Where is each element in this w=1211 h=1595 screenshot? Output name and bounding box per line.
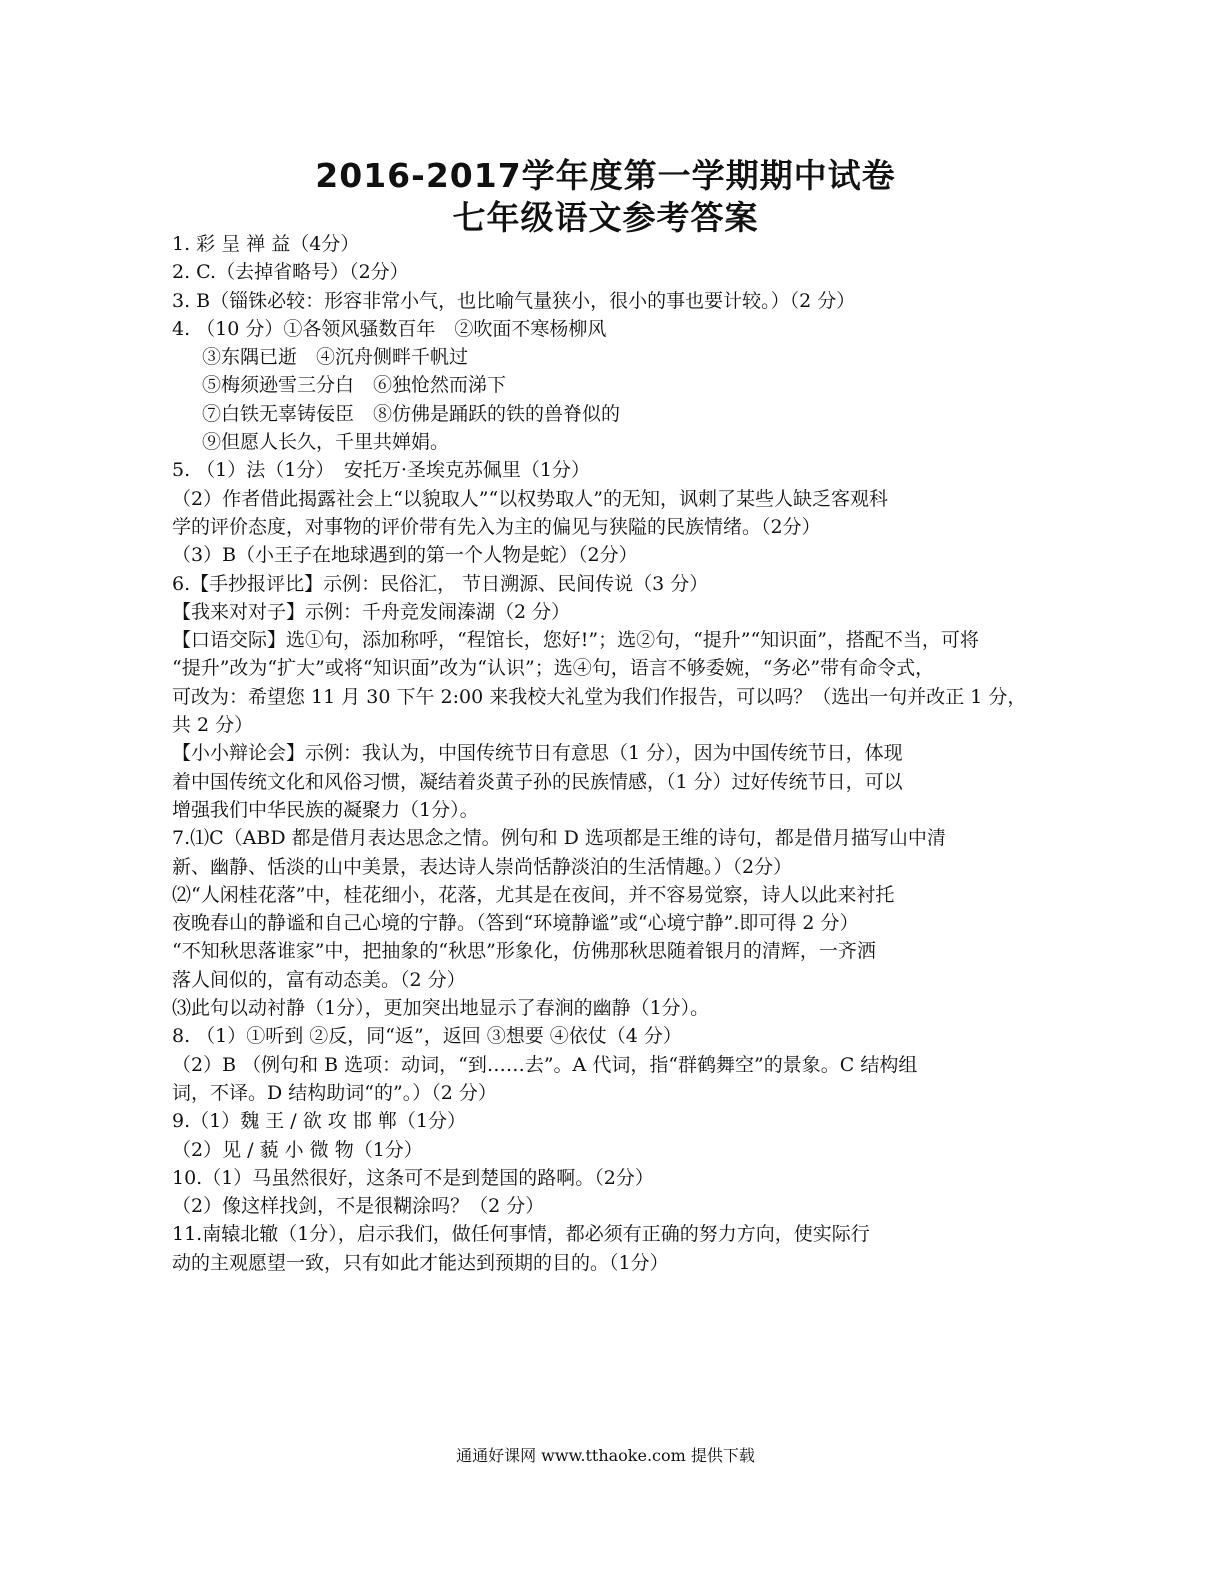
answer-line: 【口语交际】选①句，添加称呼，“程馆长，您好!”；选②句，“提升”“知识面”，搭配不当，可将 [172, 629, 979, 652]
answer-line: 8. （1）①听到 ②反，同“返”，返回 ③想要 ④依仗（4 分） [172, 1025, 682, 1048]
answer-line: 夜晚春山的静谧和自己心境的宁静。（答到“环境静谧”或“心境宁静”.即可得 2 分） [172, 912, 859, 935]
answer-line: 2. C.（去掉省略号）（2分） [172, 261, 409, 284]
answer-line: （2）B （例句和 B 选项：动词，“到……去”。A 代词，指“群鹤舞空”的景象。C 结构组 [172, 1053, 918, 1076]
answer-line: ⑤梅须逊雪三分白 ⑥独怆然而涕下 [202, 374, 507, 397]
answer-line: ⑨但愿人长久，千里共婵娟。 [202, 431, 450, 454]
answer-line: ⑶此句以动衬静（1分），更加突出地显示了春涧的幽静（1分）。 [172, 997, 710, 1020]
answer-line: 可改为：希望您 11 月 30 下午 2:00 来我校大礼堂为我们作报告，可以吗？（选出一句并改正 1 分， [172, 685, 1027, 708]
answer-line: 11.南辕北辙（1分），启示我们，做任何事情，都必须有正确的努力方向，使实际行 [172, 1223, 870, 1246]
answer-line: ③东隅已逝 ④沉舟侧畔千帆过 [202, 346, 469, 369]
answer-line: 3. B（锱铢必较：形容非常小气，也比喻气量狭小，很小的事也要计较。）（2 分） [172, 289, 856, 312]
answer-line: 5. （1）法（1分） 安托万·圣埃克苏佩里（1分） [172, 459, 590, 482]
answer-line: ⑦白铁无辜铸佞臣 ⑧仿佛是踊跃的铁的兽脊似的 [202, 402, 621, 425]
answer-line: “提升”改为“扩大”或将“知识面”改为“认识”；选④句，语言不够委婉，“务必”带有命令式， [172, 657, 935, 680]
answer-line: 词，不译。D 结构助词“的”。）（2 分） [172, 1081, 497, 1104]
answer-line: （2）作者借此揭露社会上“以貌取人”“以权势取人”的无知，讽刺了某些人缺乏客观科 [172, 487, 888, 510]
document-title: 2016-2017学年度第一学期期中试卷 [315, 156, 896, 195]
document-subtitle: 七年级语文参考答案 [452, 198, 759, 237]
answer-line: 10.（1）马虽然很好，这条可不是到楚国的路啊。（2分） [172, 1166, 654, 1189]
answer-line: “不知秋思落谁家”中，把抽象的“秋思”形象化，仿佛那秋思随着银月的清辉，一齐洒 [172, 940, 876, 963]
answer-line: 落人间似的，富有动态美。（2 分） [172, 968, 466, 991]
answer-line: 着中国传统文化和风俗习惯，凝结着炎黄子孙的民族情感，（1 分）过好传统节日，可以 [172, 770, 903, 793]
answer-line: 新、幽静、恬淡的山中美景，表达诗人崇尚恬静淡泊的生活情趣。）（2分） [172, 855, 793, 878]
answer-line: 4. （10 分）①各领风骚数百年 ②吹面不寒杨柳风 [172, 317, 607, 340]
answer-line: 学的评价态度，对事物的评价带有先入为主的偏见与狭隘的民族情绪。（2分） [172, 515, 821, 538]
answer-line: 增强我们中华民族的凝聚力（1分）。 [172, 798, 479, 821]
page-footer: 通通好课网 www.tthaoke.com 提供下载 [456, 1446, 755, 1465]
answer-line: （2）见 / 藐 小 微 物（1分） [172, 1138, 423, 1161]
answer-line: 6.【手抄报评比】示例：民俗汇， 节日溯源、民间传说（3 分） [172, 572, 709, 595]
answer-line: 动的主观愿望一致，只有如此才能达到预期的目的。（1分） [172, 1251, 669, 1274]
answer-line: 9.（1）魏 王 / 欲 攻 邯 郸（1分） [172, 1110, 466, 1133]
answer-line: （2）像这样找剑，不是很糊涂吗？（2 分） [172, 1195, 545, 1218]
answer-line: 1. 彩 呈 禅 益（4分） [172, 233, 360, 255]
answer-line: 共 2 分） [172, 714, 254, 737]
answer-line: 【我来对对子】示例：千舟竞发闹溱湖（2 分） [172, 600, 571, 623]
answer-line: （3）B（小王子在地球遇到的第一个人物是蛇）（2分） [172, 544, 638, 567]
answer-line: 【小小辩论会】示例：我认为，中国传统节日有意思（1 分），因为中国传统节日，体现 [172, 742, 903, 765]
answer-line: ⑵“人闲桂花落”中，桂花细小，花落，尤其是在夜间，并不容易觉察，诗人以此来衬托 [172, 883, 895, 906]
answer-line: 7.⑴C（ABD 都是借月表达思念之情。例句和 D 选项都是王维的诗句，都是借月描写山中清 [172, 827, 946, 850]
answer-body [172, 230, 1032, 1277]
